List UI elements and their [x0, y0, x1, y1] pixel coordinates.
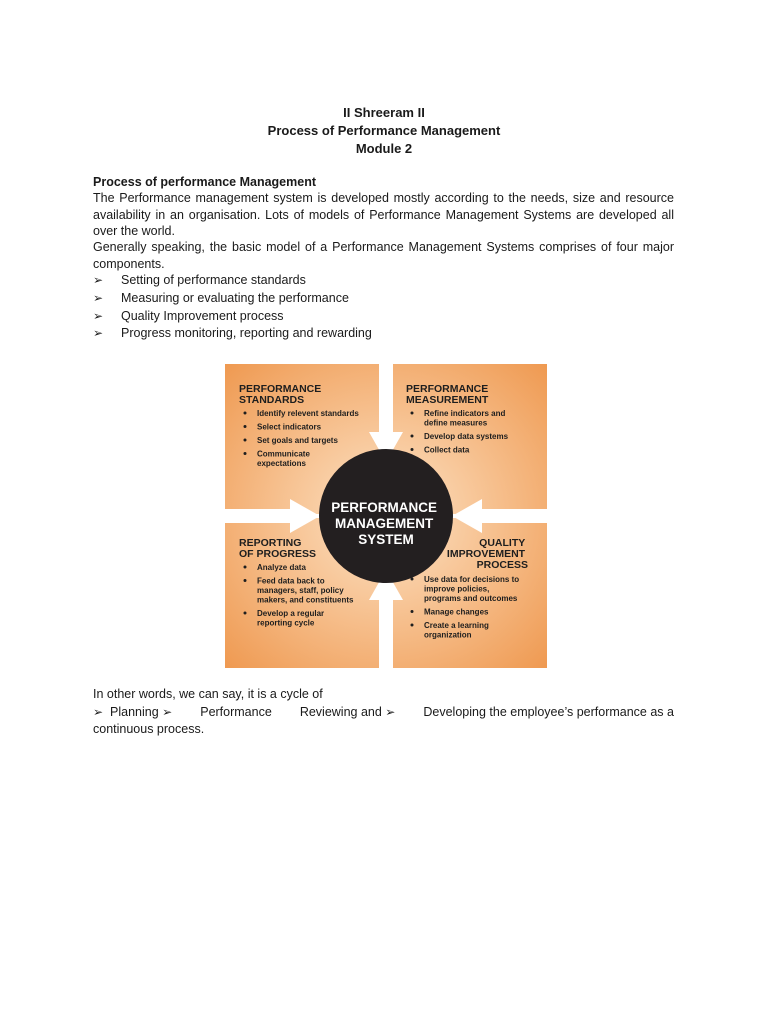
diagram-item-text: organization — [424, 630, 472, 640]
cycle-step: Planning — [110, 705, 159, 719]
title-line: REPORTING — [239, 537, 302, 549]
diagram-item-text: Communicate — [257, 449, 310, 459]
center-label-line: MANAGEMENT — [334, 516, 434, 531]
cycle-continuation: continuous process. — [93, 721, 205, 736]
diagram-item-text: reporting cycle — [257, 618, 315, 628]
diagram-item-text: Use data for decisions to — [424, 575, 520, 584]
diagram-item-text: Refine indicators and — [424, 409, 506, 418]
cycle-sequence — [93, 704, 674, 737]
component-list — [93, 272, 674, 343]
title-line: QUALITY — [479, 537, 526, 549]
paragraph-1: The Performance management system is developed mostly according to the needs, size and resource availability in an organisation. Lots of models of Performance Management Systems are developed all over the world. — [93, 191, 674, 238]
diagram-item-text: define measures — [424, 418, 488, 428]
bullet-dot-icon — [411, 610, 414, 613]
bullet-dot-icon — [244, 412, 247, 415]
bullet-dot-icon — [244, 439, 247, 442]
document-header — [0, 104, 768, 158]
diagram-item-text: Select indicators — [257, 422, 322, 432]
bullet-dot-icon — [244, 452, 247, 455]
performance-management-diagram — [225, 364, 547, 668]
title-line: PERFORMANCE — [239, 383, 322, 395]
center-label-line: SYSTEM — [358, 532, 414, 547]
quadrant-title-measurement — [406, 383, 491, 406]
header-line-1: II Shreeram II — [343, 105, 425, 120]
list-item-text: Measuring or evaluating the performance — [121, 290, 349, 305]
diagram-item-text: Develop a regular — [257, 609, 325, 618]
diagram-item-text: Manage changes — [424, 607, 489, 617]
list-item-text: Setting of performance standards — [121, 273, 306, 287]
center-label-line: PERFORMANCE — [331, 500, 437, 515]
title-line: STANDARDS — [239, 394, 305, 406]
bullet-dot-icon — [244, 425, 247, 428]
arrow-bullet-icon: ➢ — [385, 705, 396, 719]
diagram-item-text: Develop data systems — [424, 432, 509, 441]
cycle-row — [93, 704, 674, 721]
arrow-bullet-icon: ➢ — [93, 273, 104, 287]
bullet-dot-icon — [411, 435, 414, 438]
header-module: Module 2 — [355, 141, 413, 156]
paragraph-2: Generally speaking, the basic model of a Performance Management Systems comprises of four major components. — [93, 240, 674, 271]
list-item — [93, 325, 674, 343]
diagram-item-text: Collect data — [424, 445, 470, 455]
title-line: MEASUREMENT — [406, 394, 489, 406]
diagram-item-text: expectations — [257, 459, 306, 468]
list-item — [93, 272, 674, 290]
list-item — [93, 308, 674, 326]
bullet-dot-icon — [244, 579, 247, 582]
header-title: Process of Performance Management — [267, 123, 501, 138]
diagram-item-text: improve policies, — [424, 584, 490, 594]
diagram-item-text: makers, and constituents — [257, 595, 354, 605]
list-item-text: Quality Improvement process — [121, 308, 284, 323]
title-line: PROCESS — [476, 559, 528, 571]
diagram-item-text: managers, staff, policy — [257, 586, 344, 595]
title-line: IMPROVEMENT — [446, 548, 526, 560]
title-line: OF PROGRESS — [239, 548, 317, 560]
bullet-dot-icon — [411, 412, 414, 415]
bullet-dot-icon — [411, 624, 414, 627]
bullet-dot-icon — [244, 566, 247, 569]
section-heading: Process of performance Management — [93, 175, 316, 189]
diagram-item-text: Create a learning — [424, 621, 489, 630]
diagram-item-text: programs and outcomes — [424, 594, 518, 603]
bullet-dot-icon — [411, 448, 414, 451]
diagram-item-text: Feed data back to — [257, 576, 325, 586]
cycle-step: Developing the employee’s performance as a — [423, 705, 674, 719]
arrow-bullet-icon: ➢ — [93, 326, 104, 341]
arrow-bullet-icon: ➢ — [93, 290, 104, 305]
cycle-intro: In other words, we can say, it is a cycle of — [93, 687, 323, 701]
cycle-step: Reviewing and — [299, 705, 382, 719]
arrow-bullet-icon: ➢ — [93, 705, 104, 719]
arrow-bullet-icon: ➢ — [162, 705, 173, 719]
cycle-step: Performance — [200, 705, 272, 719]
bullet-dot-icon — [244, 612, 247, 615]
list-item — [93, 290, 674, 308]
bullet-dot-icon — [411, 578, 414, 581]
diagram-item-text: Identify relevent standards — [257, 409, 359, 418]
title-line: PERFORMANCE — [406, 383, 489, 395]
diagram-item-text: Analyze data — [257, 563, 306, 572]
list-item-text: Progress monitoring, reporting and rewarding — [121, 326, 372, 341]
arrow-bullet-icon: ➢ — [93, 308, 104, 323]
diagram-item-text: Set goals and targets — [257, 436, 338, 445]
